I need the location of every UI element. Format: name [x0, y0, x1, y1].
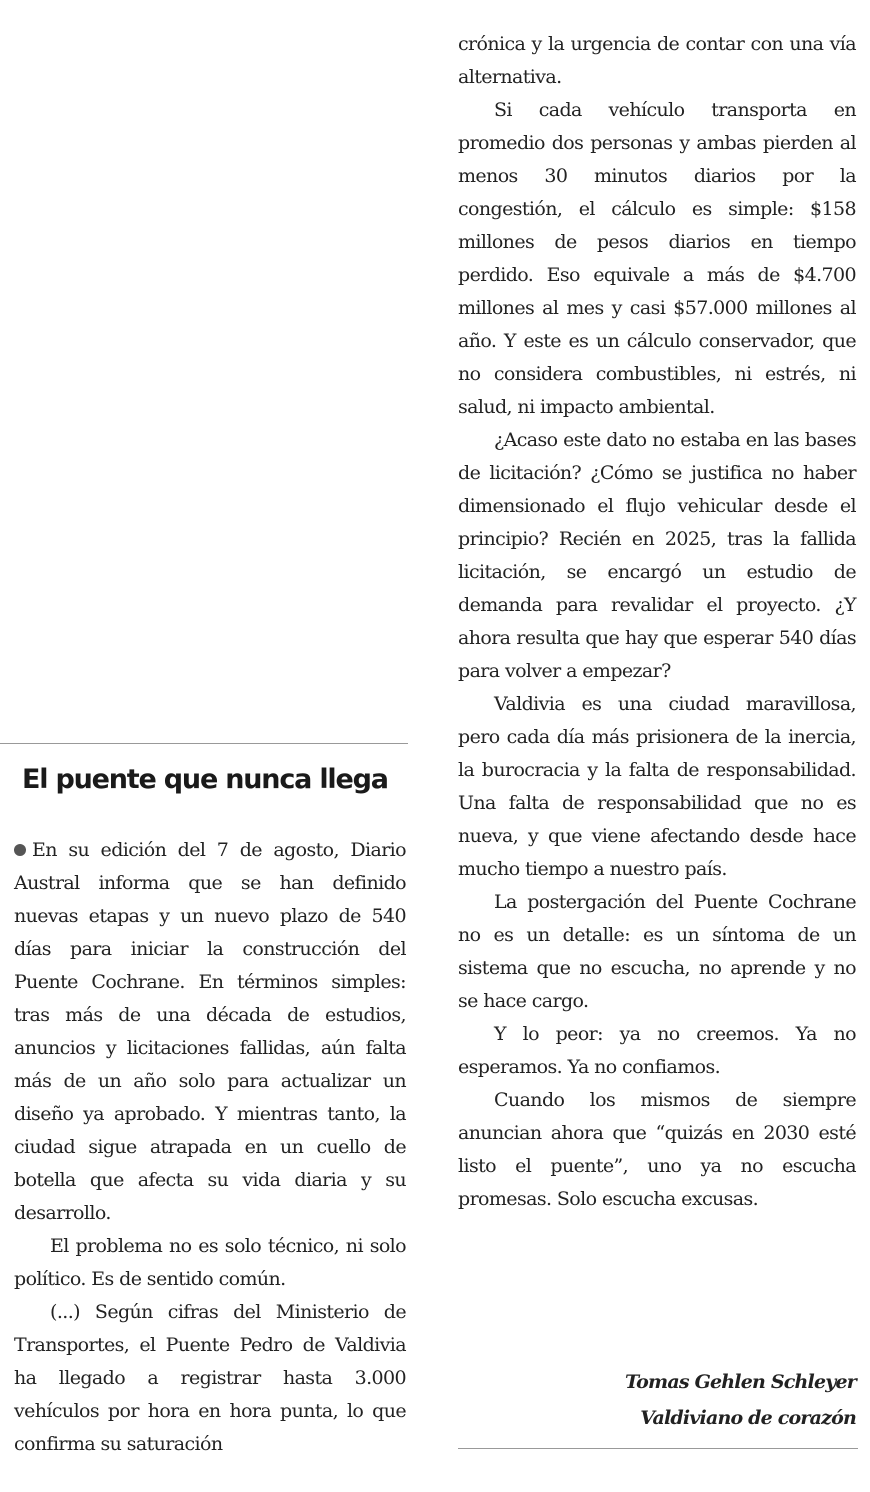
paragraph-valdivia: Valdivia es una ciudad maravillosa, pero cada día más prisionera de la inercia, la burocracia y la falta de responsabilidad. Una falta de responsabilidad que no es nueva, y que viene afectando desde hace mucho tiempo a nuestro país.: [458, 693, 856, 880]
paragraph-worst: Y lo peor: ya no creemos. Ya no esperamos. Ya no confiamos.: [458, 1023, 856, 1078]
section-divider: [0, 743, 408, 744]
paragraph-continuation: crónica y la urgencia de contar con una vía alternativa.: [458, 33, 856, 88]
bullet-icon: [14, 844, 26, 856]
author-name: Tomas Gehlen Schleyer: [625, 1371, 856, 1393]
paragraph-questions: ¿Acaso este dato no estaba en las bases de licitación? ¿Cómo se justifica no haber dimensionado el flujo vehicular desde el principio? Recién en 2025, tras la fallida licitación, se encargó un estudio de demanda para revalidar el proyecto. ¿Y ahora resulta que hay que esperar 540 días para volver a empezar?: [458, 429, 856, 682]
paragraph-cost-calculation: Si cada vehículo transporta en promedio dos personas y ambas pierden al menos 30 minutos diarios por la congestión, el cálculo es simple: $158 millones de pesos diarios en tiempo perdido. Eso equivale a más de $4.700 millones al mes y casi $57.000 millones al año. Y este es un cálculo conservador, que no considera combustibles, ni estrés, ni salud, ni impacto ambiental.: [458, 99, 856, 418]
paragraph-intro: [14, 834, 406, 1230]
paragraph-ministry-figures: (...) Según cifras del Ministerio de Transportes, el Puente Pedro de Valdivia ha llegado a registrar hasta 3.000 vehículos por hora en hora punta, lo que confirma su saturación: [14, 1301, 406, 1455]
paragraph-excuses: Cuando los mismos de siempre anuncian ahora que “quizás en 2030 esté listo el puente”, uno ya no escucha promesas. Solo escucha excusas.: [458, 1089, 856, 1210]
footer-divider: [458, 1448, 858, 1449]
paragraph-common-sense: El problema no es solo técnico, ni solo político. Es de sentido común.: [14, 1235, 406, 1290]
paragraph-symptom: La postergación del Puente Cochrane no es un detalle: es un síntoma de un sistema que no escucha, no aprende y no se hace cargo.: [458, 891, 856, 1012]
left-column: [14, 834, 406, 1461]
letter-headline: El puente que nunca llega: [22, 764, 388, 795]
right-column: [458, 28, 856, 1216]
author-tagline: Valdiviano de corazón: [640, 1407, 856, 1429]
paragraph-intro-text: En su edición del 7 de agosto, Diario Austral informa que se han definido nuevas etapas y un nuevo plazo de 540 días para iniciar la construcción del Puente Cochrane. En términos simples: tras más de una década de estudios, anuncios y licitaciones fallidas, aún falta más de un año solo para actualizar un diseño ya aprobado. Y mientras tanto, la ciudad sigue atrapada en un cuello de botella que afecta su vida diaria y su desarrollo.: [14, 839, 406, 1224]
